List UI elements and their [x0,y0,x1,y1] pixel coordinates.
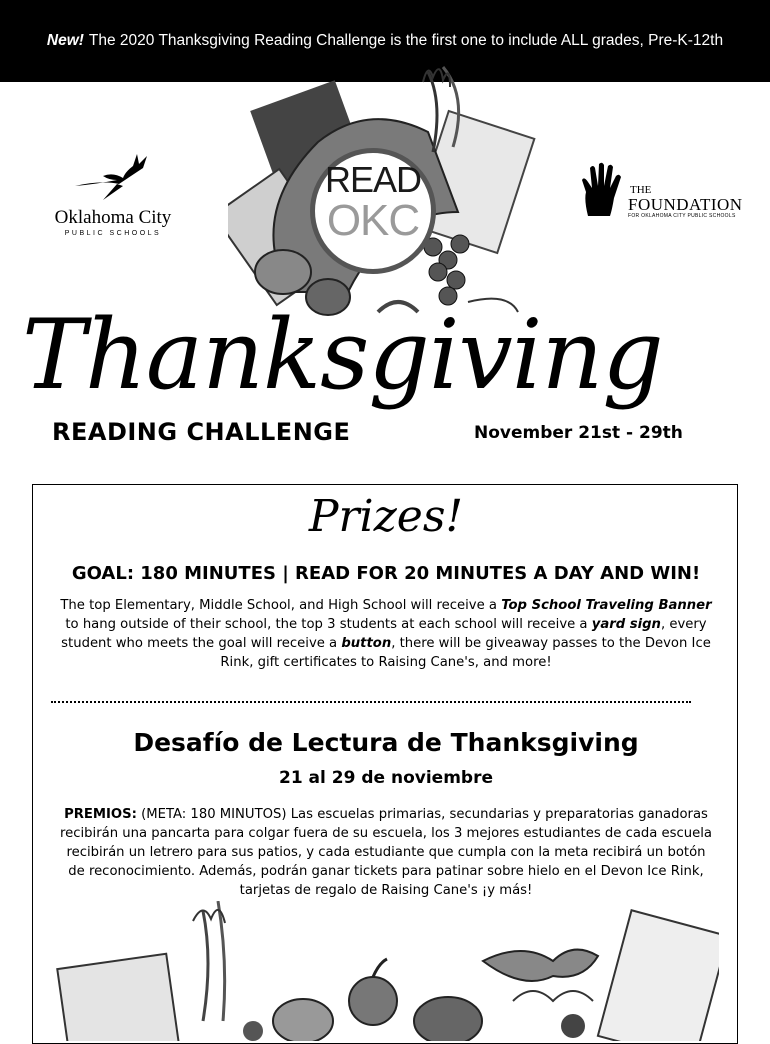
swallow-bird-icon [73,150,153,205]
new-label: New! [46,32,84,49]
prizes-paragraph-es [57,805,715,900]
page-subtitle: READING CHALLENGE [52,418,351,446]
read-text: READ [324,159,422,200]
read-okc-logo [310,148,436,274]
challenge-dates: November 21st - 29th [474,423,683,443]
en-text-3: , every student who meets the goal will receive a [61,617,707,651]
foundation-logo [578,162,748,222]
banner-text: The 2020 Thanksgiving Reading Challenge is the first one to include ALL grades, Pre-K-12th [88,32,724,49]
prizes-heading: Prizes! [308,491,464,542]
page-title: Thanksgiving [22,299,663,411]
prizes-paragraph-en [55,596,717,672]
en-text-1: The top Elementary, Middle School, and High School will receive a [60,598,502,613]
ops-sub: PUBLIC SCHOOLS [64,230,162,237]
spanish-dates: 21 al 29 de noviembre [278,768,493,788]
en-text-4: , there will be giveaway passes to the Devon Ice Rink, gift certificates to Raising Cane's, and more! [220,636,711,670]
okc-text: OKC [326,196,420,245]
es-lead: PREMIOS: [64,807,137,822]
en-bold-banner: Top School Traveling Banner [501,598,712,613]
prizes-panel [32,484,738,1044]
en-bold-yard-sign: yard sign [591,617,661,632]
foundation-the: THE [630,184,652,196]
foundation-tagline: FOR OKLAHOMA CITY PUBLIC SCHOOLS [628,213,736,219]
goal-line: GOAL: 180 MINUTES | READ FOR 20 MINUTES A DAY AND WIN! [71,563,701,584]
hand-print-icon [580,162,628,218]
okc-public-schools-logo [38,150,188,250]
cornucopia-bottom-illustration [53,901,719,1041]
es-body: (META: 180 MINUTOS) Las escuelas primarias, secundarias y preparatorias ganadoras recibirán una pancarta para colgar fuera de su escuela, los 3 mejores estudiantes de cada escuela recibirán un letrero para sus patios, y cada estudiante que cumpla con la meta recibirá un botón de reconocimiento. Además, podrán ganar tickets para patinar sobre hielo en el Devon Ice Rink, tarjetas de regalo de Raising Cane's ¡y más! [60,807,712,898]
foundation-name: FOUNDATION [628,195,743,214]
spanish-title: Desafío de Lectura de Thanksgiving [133,728,639,757]
ops-name: Oklahoma City [54,207,172,228]
en-bold-button: button [341,636,392,651]
en-text-2: to hang outside of their school, the top 3 students at each school will receive a [65,617,592,632]
dotted-divider [51,701,691,703]
